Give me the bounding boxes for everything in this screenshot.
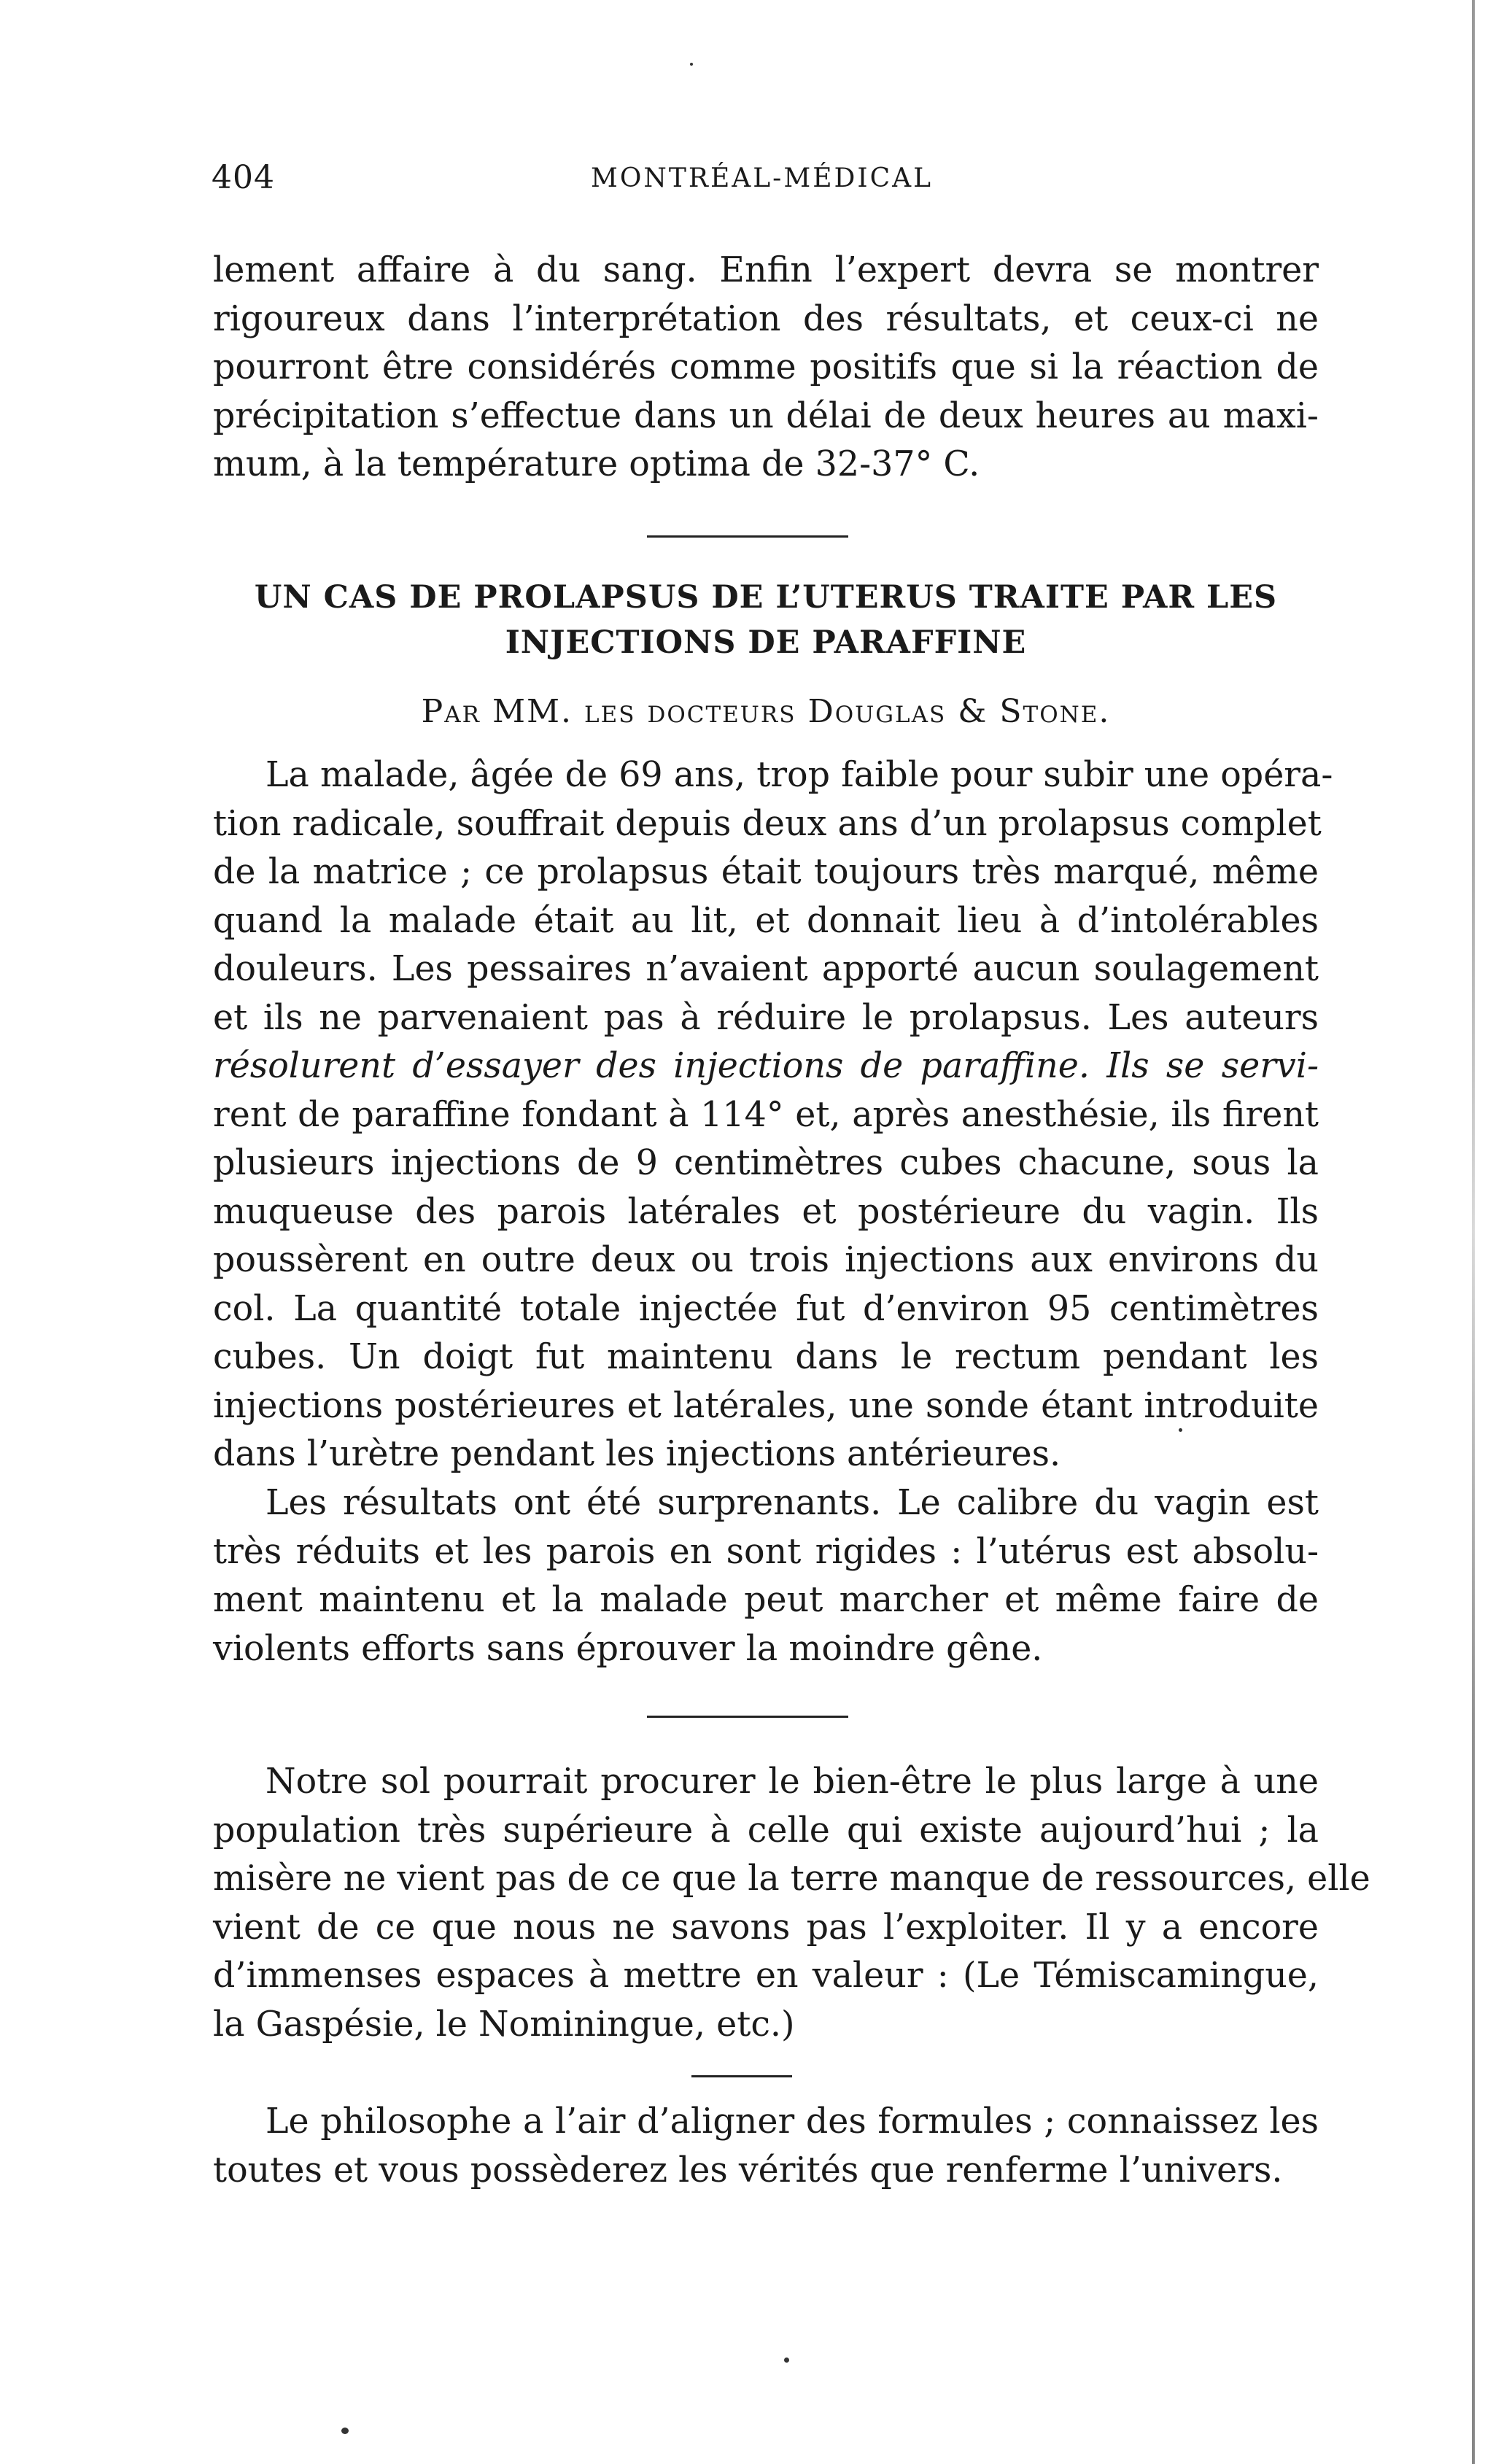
article-title [213, 575, 1319, 665]
article-byline: Par MM. les docteurs Douglas & Stone. [421, 693, 1111, 730]
text-line: Notre sol pourrait procurer le bien-être le plus large à une [265, 1762, 1319, 1802]
text-line: Le philosophe a l’air d’aligner des formules ; connaissez les [265, 2101, 1319, 2142]
title-line: INJECTIONS DE PARAFFINE [505, 624, 1027, 661]
text-line: et ils ne parvenaient pas à réduire le prolapsus. Les auteurs [213, 997, 1319, 1038]
scan-speck [341, 2428, 349, 2434]
quote-paragraph-1 [213, 1758, 1370, 2049]
article-paragraph-2 [213, 1479, 1319, 1673]
running-head [212, 159, 1320, 203]
scan-speck [1179, 1428, 1182, 1432]
intro-paragraph [213, 247, 1319, 489]
text-line: misère ne vient pas de ce que la terre manque de ressources, elle [213, 1859, 1370, 1899]
text-line: précipitation s’effectue dans un délai de deux heures au maxi- [213, 395, 1319, 436]
text-line: d’immenses espaces à mettre en valeur : (Le Témiscamingue, [213, 1956, 1319, 1996]
page-edge-shadow [1472, 0, 1475, 2464]
quote-paragraph-2 [213, 2098, 1319, 2195]
text-line: ment maintenu et la malade peut marcher et même faire de [213, 1580, 1319, 1620]
text-line: injections postérieures et latérales, une sonde étant introduite [213, 1385, 1319, 1426]
text-line: résolurent d’essayer des injections de paraffine. Ils se servi- [213, 1046, 1319, 1086]
text-line: plusieurs injections de 9 centimètres cubes chacune, sous la [213, 1143, 1319, 1183]
text-line: quand la malade était au lit, et donnait lieu à d’intolérables [213, 900, 1319, 941]
journal-title: MONTRÉAL-MÉDICAL [591, 163, 934, 193]
title-line: UN CAS DE PROLAPSUS DE L’UTERUS TRAITE PAR LES [254, 579, 1278, 616]
text-line: toutes et vous possèderez les vérités que renferme l’univers. [213, 2150, 1283, 2190]
text-line: très réduits et les parois en sont rigides : l’utérus est absolu- [213, 1531, 1319, 1572]
text-line: dans l’urètre pendant les injections antérieures. [213, 1434, 1061, 1474]
article-paragraph-1 [213, 751, 1333, 1479]
scan-speck [690, 63, 693, 66]
text-line: col. La quantité totale injectée fut d’environ 95 centimètres [213, 1288, 1319, 1329]
text-line: cubes. Un doigt fut maintenu dans le rectum pendant les [213, 1337, 1319, 1377]
section-divider [647, 535, 848, 538]
text-line: tion radicale, souffrait depuis deux ans d’un prolapsus complet [213, 803, 1322, 844]
text-line: muqueuse des parois latérales et postérieure du vagin. Ils [213, 1191, 1319, 1232]
scan-speck [784, 2358, 789, 2363]
text-line: mum, à la température optima de 32-37° C. [213, 444, 980, 484]
text-line: rent de paraffine fondant à 114° et, après anesthésie, ils firent [213, 1094, 1319, 1135]
text-line: lement affaire à du sang. Enfin l’expert devra se montrer [213, 250, 1319, 290]
text-line: Les résultats ont été surprenants. Le calibre du vagin est [265, 1483, 1319, 1523]
text-line: de la matrice ; ce prolapsus était toujours très marqué, même [213, 852, 1319, 892]
text-line: la Gaspésie, le Nominingue, etc.) [213, 2004, 795, 2045]
text-line: La malade, âgée de 69 ans, trop faible pour subir une opéra- [265, 755, 1333, 795]
text-line: pourront être considérés comme positifs que si la réaction de [213, 347, 1319, 387]
text-line: violents efforts sans éprouver la moindre gêne. [213, 1628, 1043, 1669]
text-line: douleurs. Les pessaires n’avaient apporté aucun soulagement [213, 949, 1319, 989]
text-line: population très supérieure à celle qui existe aujourd’hui ; la [213, 1810, 1319, 1851]
text-line: rigoureux dans l’interprétation des résultats, et ceux-ci ne [213, 298, 1319, 339]
text-line: vient de ce que nous ne savons pas l’exploiter. Il y a encore [213, 1907, 1319, 1948]
text-line: poussèrent en outre deux ou trois injections aux environs du [213, 1240, 1319, 1280]
short-divider [691, 2075, 792, 2077]
section-divider [647, 1716, 848, 1718]
page-number: 404 [212, 159, 275, 196]
